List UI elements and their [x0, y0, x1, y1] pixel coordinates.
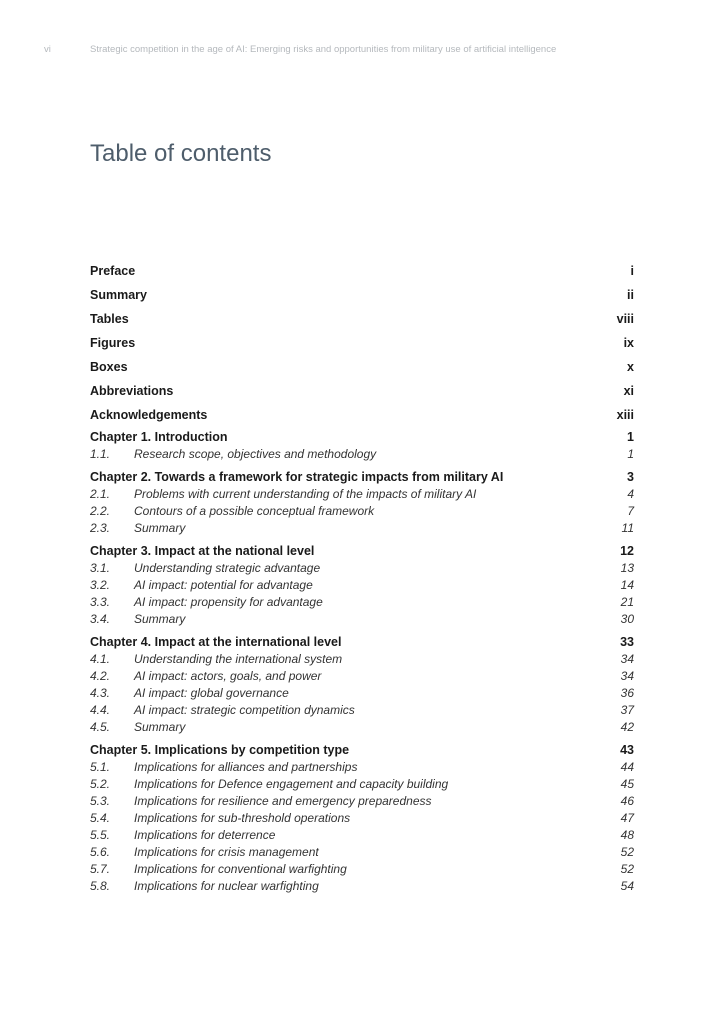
- section-label: AI impact: global governance: [134, 686, 289, 700]
- section-page: 34: [620, 652, 634, 666]
- section-entry[interactable]: [90, 560, 634, 577]
- section-label: Contours of a possible conceptual framework: [134, 504, 375, 518]
- section-number: 5.8.: [90, 879, 111, 893]
- section-page: 46: [620, 794, 634, 808]
- chapter-page: 1: [627, 430, 634, 444]
- toc-entry-label: Acknowledgements: [90, 408, 208, 422]
- section-number: 5.7.: [90, 862, 111, 876]
- chapter-entry[interactable]: [90, 742, 634, 759]
- section-entry[interactable]: [90, 446, 634, 463]
- section-page: 36: [620, 686, 634, 700]
- toc-entry-page: i: [630, 264, 634, 278]
- section-number: 4.5.: [90, 720, 111, 734]
- chapter-entry[interactable]: [90, 469, 634, 486]
- section-label: Understanding the international system: [134, 652, 343, 666]
- section-page: 1: [627, 447, 634, 461]
- section-number: 4.3.: [90, 686, 111, 700]
- section-label: Implications for Defence engagement and capacity building: [134, 777, 449, 791]
- section-entry[interactable]: [90, 827, 634, 844]
- section-page: 34: [620, 669, 634, 683]
- section-number: 5.3.: [90, 794, 111, 808]
- chapter-block: [90, 429, 634, 463]
- chapter-page: 3: [627, 470, 634, 484]
- section-page: 48: [620, 828, 634, 842]
- section-page: 44: [620, 760, 634, 774]
- header-running-title: Strategic competition in the age of AI: Emerging risks and opportunities from military use of artificial intelligence: [90, 44, 557, 55]
- section-page: 52: [620, 845, 634, 859]
- chapter-list: [90, 429, 634, 895]
- toc-entry-label: Summary: [90, 288, 147, 302]
- section-page: 54: [620, 879, 634, 893]
- section-label: Understanding strategic advantage: [134, 561, 321, 575]
- chapter-label: Chapter 4. Impact at the international level: [90, 635, 342, 649]
- chapter-label: Chapter 3. Impact at the national level: [90, 544, 315, 558]
- section-entry[interactable]: [90, 685, 634, 702]
- section-label: AI impact: potential for advantage: [134, 578, 313, 592]
- section-entry[interactable]: [90, 611, 634, 628]
- toc-entry-label: Boxes: [90, 360, 128, 374]
- chapter-block: [90, 634, 634, 736]
- chapter-block: [90, 742, 634, 895]
- section-number: 2.1.: [90, 487, 111, 501]
- chapter-page: 12: [620, 544, 634, 558]
- section-entry[interactable]: [90, 486, 634, 503]
- section-page: 45: [620, 777, 634, 791]
- section-entry[interactable]: [90, 776, 634, 793]
- section-label: AI impact: propensity for advantage: [134, 595, 323, 609]
- toc-entry[interactable]: [90, 285, 634, 309]
- section-label: Summary: [134, 720, 186, 734]
- section-number: 4.4.: [90, 703, 111, 717]
- section-number: 2.2.: [90, 504, 111, 518]
- section-label: AI impact: actors, goals, and power: [134, 669, 322, 683]
- section-page: 42: [620, 720, 634, 734]
- section-page: 13: [620, 561, 634, 575]
- section-page: 21: [620, 595, 634, 609]
- section-label: Summary: [134, 612, 186, 626]
- section-number: 4.1.: [90, 652, 111, 666]
- chapter-entry[interactable]: [90, 634, 634, 651]
- toc-entry-label: Abbreviations: [90, 384, 174, 398]
- toc-entry-label: Preface: [90, 264, 136, 278]
- section-entry[interactable]: [90, 719, 634, 736]
- toc-entry-page: viii: [616, 312, 634, 326]
- section-page: 30: [620, 612, 634, 626]
- page-header: [44, 44, 684, 58]
- section-entry[interactable]: [90, 878, 634, 895]
- section-number: 3.4.: [90, 612, 111, 626]
- toc-entry-page: ix: [623, 336, 634, 350]
- section-number: 3.2.: [90, 578, 111, 592]
- section-page: 7: [627, 504, 634, 518]
- section-label: Problems with current understanding of the impacts of military AI: [134, 487, 477, 501]
- section-page: 37: [620, 703, 634, 717]
- section-label: Implications for deterrence: [134, 828, 276, 842]
- chapter-entry[interactable]: [90, 429, 634, 446]
- toc-entry-label: Tables: [90, 312, 129, 326]
- toc-entry-page: xiii: [616, 408, 634, 422]
- section-entry[interactable]: [90, 861, 634, 878]
- chapter-block: [90, 469, 634, 537]
- section-label: Research scope, objectives and methodology: [134, 447, 377, 461]
- toc-entry[interactable]: [90, 357, 634, 381]
- section-label: Implications for resilience and emergency preparedness: [134, 794, 432, 808]
- section-number: 5.1.: [90, 760, 111, 774]
- section-number: 4.2.: [90, 669, 111, 683]
- section-label: AI impact: strategic competition dynamics: [134, 703, 355, 717]
- chapter-entry[interactable]: [90, 543, 634, 560]
- section-entry[interactable]: [90, 702, 634, 719]
- section-label: Implications for crisis management: [134, 845, 319, 859]
- chapter-page: 43: [620, 743, 634, 757]
- section-entry[interactable]: [90, 759, 634, 776]
- section-number: 5.2.: [90, 777, 111, 791]
- toc-entry[interactable]: [90, 333, 634, 357]
- toc-entry[interactable]: [90, 405, 634, 429]
- toc-entry[interactable]: [90, 381, 634, 405]
- section-number: 1.1.: [90, 447, 111, 461]
- toc-entry-page: xi: [623, 384, 634, 398]
- section-page: 4: [627, 487, 634, 501]
- front-matter-list: [90, 261, 634, 429]
- toc-entry-label: Figures: [90, 336, 136, 350]
- chapter-label: Chapter 2. Towards a framework for strategic impacts from military AI: [90, 470, 504, 484]
- section-number: 3.1.: [90, 561, 111, 575]
- section-label: Implications for conventional warfighting: [134, 862, 347, 876]
- section-entry[interactable]: [90, 668, 634, 685]
- toc-entry[interactable]: [90, 261, 634, 285]
- section-entry[interactable]: [90, 844, 634, 861]
- toc-entry-page: ii: [627, 288, 634, 302]
- toc-entry-page: x: [627, 360, 634, 374]
- table-of-contents: [90, 261, 634, 901]
- chapter-block: [90, 543, 634, 628]
- section-entry[interactable]: [90, 793, 634, 810]
- chapter-label: Chapter 1. Introduction: [90, 430, 228, 444]
- section-entry[interactable]: [90, 503, 634, 520]
- section-entry[interactable]: [90, 594, 634, 611]
- section-number: 5.6.: [90, 845, 111, 859]
- section-number: 5.4.: [90, 811, 111, 825]
- page-title: Table of contents: [90, 140, 272, 167]
- section-page: 47: [620, 811, 634, 825]
- section-number: 5.5.: [90, 828, 111, 842]
- chapter-label: Chapter 5. Implications by competition type: [90, 743, 350, 757]
- toc-entry[interactable]: [90, 309, 634, 333]
- chapter-page: 33: [620, 635, 634, 649]
- section-page: 14: [620, 578, 634, 592]
- section-entry[interactable]: [90, 651, 634, 668]
- section-number: 2.3.: [90, 521, 111, 535]
- section-entry[interactable]: [90, 810, 634, 827]
- section-page: 11: [621, 521, 634, 535]
- section-label: Implications for sub-threshold operations: [134, 811, 351, 825]
- section-entry[interactable]: [90, 520, 634, 537]
- section-page: 52: [620, 862, 634, 876]
- header-page-number: vi: [44, 44, 51, 55]
- section-label: Summary: [134, 521, 186, 535]
- section-label: Implications for nuclear warfighting: [134, 879, 319, 893]
- section-label: Implications for alliances and partnerships: [134, 760, 358, 774]
- section-entry[interactable]: [90, 577, 634, 594]
- section-number: 3.3.: [90, 595, 111, 609]
